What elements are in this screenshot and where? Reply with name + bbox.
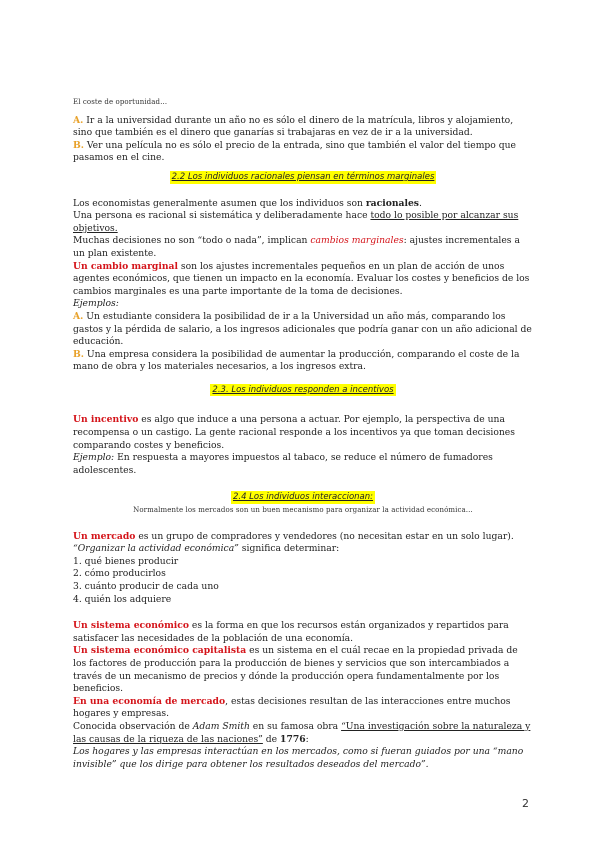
s22-l2-underlined: todo lo posible por alcanzar sus objetivos. xyxy=(73,210,519,234)
s24-p4-mid: en su famosa obra xyxy=(249,720,342,732)
bullet-letter-b: B. xyxy=(73,139,84,151)
s24-p4-mid2: de xyxy=(262,733,281,745)
s24-l2-post: significa determinar: xyxy=(238,543,340,555)
s22-line-2 xyxy=(73,210,533,235)
s22-b-text: Una empresa considera la posibilidad de aumentar la producción, comparando el coste de la mano de obra y los materiales necesarios, a los ingresos extra. xyxy=(73,348,520,373)
term-racionales: racionales xyxy=(365,197,419,209)
s23-line-1 xyxy=(73,414,533,452)
s22-l2-pre: Una persona es racional si sistemática y deliberadamente hace xyxy=(73,210,371,222)
bullet-letter-b: B. xyxy=(73,348,84,360)
intro-a-text: Ir a la universidad durante un año no es sólo el dinero de la matrícula, libros y alojamiento, sino que también es el dinero que ganarías si trabajaras en vez de ir a la universidad. xyxy=(73,114,514,139)
term-mercado: Un mercado xyxy=(73,530,136,542)
s24-para-2 xyxy=(73,645,533,695)
s23-l1-post: es algo que induce a una persona a actuar. Por ejemplo, la perspectiva de una recompensa o un castigo. La gente racional responde a los incentivos ya que toman decisiones comparando costes y beneficios. xyxy=(73,414,515,451)
s22-line-1 xyxy=(73,198,533,211)
section-heading-2-4: 2.4 Los individuos interaccionan: xyxy=(232,492,374,503)
list-item: 4. quién los adquiere xyxy=(73,593,172,605)
s24-l1-post: es un grupo de compradores y vendedores (no necesitan estar en un solo lugar). xyxy=(135,530,514,542)
organizar-quote: “Organizar la actividad económica” xyxy=(73,543,239,555)
s22-line-4 xyxy=(73,261,533,299)
s24-p4-pre: Conocida observación de xyxy=(73,720,193,732)
s24-p4-end: : xyxy=(305,733,309,745)
s22-l3-post: : ajustes incrementales a un plan existente. xyxy=(73,235,520,259)
s24-line-1 xyxy=(73,531,533,544)
decision-list xyxy=(73,556,533,606)
term-sistema-economico: Un sistema económico xyxy=(73,620,189,632)
s22-example-b xyxy=(73,349,533,374)
s23-line-2 xyxy=(73,452,533,477)
term-cambios-marginales: cambios marginales xyxy=(310,235,404,247)
list-item: 1. qué bienes producir xyxy=(73,555,179,567)
term-cambio-marginal: Un cambio marginal xyxy=(73,260,178,272)
document-page xyxy=(73,96,533,771)
s24-line-2 xyxy=(73,543,533,556)
s24-para-4 xyxy=(73,721,533,746)
s22-l3-pre: Muchas decisiones no son “todo o nada”, implican xyxy=(73,235,311,247)
intro-b-text: Ver una película no es sólo el precio de la entrada, sino que también el valor del tiempo que pasamos en el cine. xyxy=(73,139,516,164)
s22-a-text: Un estudiante considera la posibilidad de ir a la Universidad un año más, comparando los gastos y la pérdida de salario, a los ingresos adicionales que podría ganar con un año adicional de educación. xyxy=(73,310,532,348)
bullet-letter-a: A. xyxy=(73,310,84,322)
intro-example-b xyxy=(73,140,533,165)
term-sistema-capitalista: Un sistema económico capitalista xyxy=(73,645,247,657)
s24-p2-post: es un sistema en el cuál recae en la propiedad privada de los factores de producción para la producción de bienes y servicios que son intercambiados a través de un mecanismo de precios y dónde la producción opera fundamentalmente por los beneficios. xyxy=(73,645,518,695)
ejemplos-label: Ejemplos: xyxy=(73,298,119,310)
section-heading-2-2: 2.2 Los individuos racionales piensan en términos marginales xyxy=(171,171,435,182)
s22-l4-post: son los ajustes incrementales pequeños en un plan de acción de unos agentes económicos, que tienen un impacto en la economía. Evaluar los costes y beneficios de los cambios marginales es una parte importante de la toma de decisiones. xyxy=(73,260,530,297)
s24-para-1 xyxy=(73,620,533,645)
s22-line-3 xyxy=(73,235,533,260)
s24-para-3 xyxy=(73,696,533,721)
s22-example-a xyxy=(73,311,533,349)
book-title: “Una investigación sobre la naturaleza y las causas de la riqueza de las naciones” xyxy=(73,720,531,745)
s24-subheading: Normalmente los mercados son un buen mecanismo para organizar la actividad económica… xyxy=(133,506,473,515)
term-incentivo: Un incentivo xyxy=(73,414,139,426)
list-item: 3. cuánto producir de cada uno xyxy=(73,581,219,592)
ejemplo-label: Ejemplo: xyxy=(73,452,115,464)
intro-title: El coste de oportunidad… xyxy=(73,98,168,106)
section-heading-2-3: 2.3. Los individuos responden a incentivos xyxy=(212,384,394,395)
year-1776: 1776 xyxy=(280,733,306,745)
s23-l2-post: En respuesta a mayores impuestos al tabaco, se reduce el número de fumadores adolescentes. xyxy=(73,452,493,476)
s24-p1-post: es la forma en que los recursos están organizados y repartidos para satisfacer las necesidades de la población de una economía. xyxy=(73,620,509,644)
list-item: 2. cómo producirlos xyxy=(73,568,166,580)
s24-p3-post: , estas decisiones resultan de las interacciones entre muchos hogares y empresas. xyxy=(73,695,511,720)
s22-l1-post: . xyxy=(418,197,422,209)
intro-example-a xyxy=(73,115,533,140)
s22-l1-pre: Los economistas generalmente asumen que los individuos son xyxy=(73,197,366,209)
bullet-letter-a: A. xyxy=(73,114,84,126)
term-economia-mercado: En una economía de mercado xyxy=(73,695,226,707)
invisible-hand-quote: Los hogares y las empresas interactúan en los mercados, como si fueran guiados por una “mano invisible” que los dirige para obtener los resultados deseados del mercado”. xyxy=(73,746,524,770)
author-adam-smith: Adam Smith xyxy=(192,720,250,732)
page-number: 2 xyxy=(522,797,529,810)
